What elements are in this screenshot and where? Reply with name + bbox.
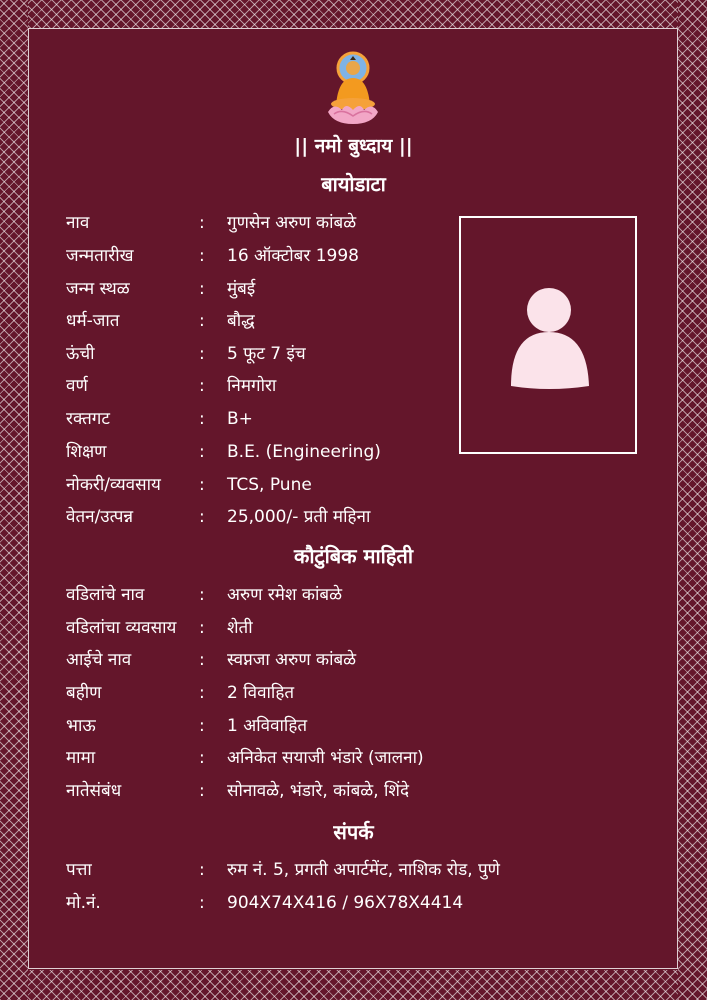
family-section-title: कौटुंबिक माहिती: [293, 544, 414, 568]
field-value: 1 अविवाहित: [227, 716, 308, 736]
separator: :: [199, 344, 205, 364]
field-value: बौद्ध: [227, 311, 255, 331]
separator: :: [199, 860, 205, 880]
field-value: 904X74X416 / 96X78X4414: [227, 893, 464, 913]
separator: :: [199, 311, 205, 331]
field-label: वडिलांचे नाव: [66, 585, 145, 605]
field-value: 2 विवाहित: [227, 683, 295, 703]
field-label: मामा: [66, 748, 96, 768]
separator: :: [199, 683, 205, 703]
field-value: स्वप्नजा अरुण कांबळे: [227, 650, 357, 670]
field-label: भाऊ: [66, 716, 96, 736]
biodata-title: बायोडाटा: [321, 172, 386, 196]
person-placeholder-icon: [461, 218, 635, 452]
separator: :: [199, 507, 205, 527]
field-value: रुम नं. 5, प्रगती अपार्टमेंट, नाशिक रोड, पुणे: [227, 860, 500, 880]
field-value: निमगोरा: [227, 376, 277, 396]
separator: :: [199, 893, 205, 913]
separator: :: [199, 475, 205, 495]
field-value: अनिकेत सयाजी भंडारे (जालना): [227, 748, 424, 768]
separator: :: [199, 618, 205, 638]
field-label: धर्म-जात: [66, 311, 120, 331]
field-value: B+: [227, 409, 253, 429]
field-value: 5 फूट 7 इंच: [227, 344, 306, 364]
field-label: जन्म स्थळ: [66, 279, 130, 299]
field-label: नाव: [66, 213, 90, 233]
field-label: मो.नं.: [66, 893, 101, 913]
border-bottom: [0, 970, 707, 1000]
field-label: वर्ण: [66, 376, 88, 396]
field-value: 25,000/- प्रती महिना: [227, 507, 371, 527]
border-top: [0, 0, 707, 28]
field-value: गुणसेन अरुण कांबळे: [227, 213, 357, 233]
field-label: शिक्षण: [66, 442, 107, 462]
field-label: नातेसंबंध: [66, 781, 122, 801]
field-value: मुंबई: [227, 279, 256, 299]
field-value: सोनावळे, भंडारे, कांबळे, शिंदे: [227, 781, 410, 801]
separator: :: [199, 716, 205, 736]
invocation-heading: || नमो बुध्दाय ||: [294, 135, 413, 157]
separator: :: [199, 585, 205, 605]
field-value: 16 ऑक्टोबर 1998: [227, 246, 359, 266]
field-value: TCS, Pune: [227, 475, 312, 495]
separator: :: [199, 409, 205, 429]
field-label: वडिलांचा व्यवसाय: [66, 618, 177, 638]
separator: :: [199, 376, 205, 396]
field-label: आईचे नाव: [66, 650, 132, 670]
field-label: रक्तगट: [66, 409, 110, 429]
separator: :: [199, 279, 205, 299]
separator: :: [199, 781, 205, 801]
field-label: वेतन/उत्पन्न: [66, 507, 134, 527]
field-label: ऊंची: [66, 344, 95, 364]
photo-frame: [459, 216, 637, 454]
field-label: बहीण: [66, 683, 102, 703]
separator: :: [199, 246, 205, 266]
separator: :: [199, 213, 205, 233]
field-value: B.E. (Engineering): [227, 442, 381, 462]
separator: :: [199, 650, 205, 670]
field-label: पत्ता: [66, 860, 92, 880]
separator: :: [199, 442, 205, 462]
field-value: शेती: [227, 618, 253, 638]
field-label: जन्मतारीख: [66, 246, 134, 266]
buddha-icon: [322, 48, 384, 128]
contact-section-title: संपर्क: [333, 820, 374, 844]
separator: :: [199, 748, 205, 768]
field-value: अरुण रमेश कांबळे: [227, 585, 343, 605]
field-label: नोकरी/व्यवसाय: [66, 475, 161, 495]
